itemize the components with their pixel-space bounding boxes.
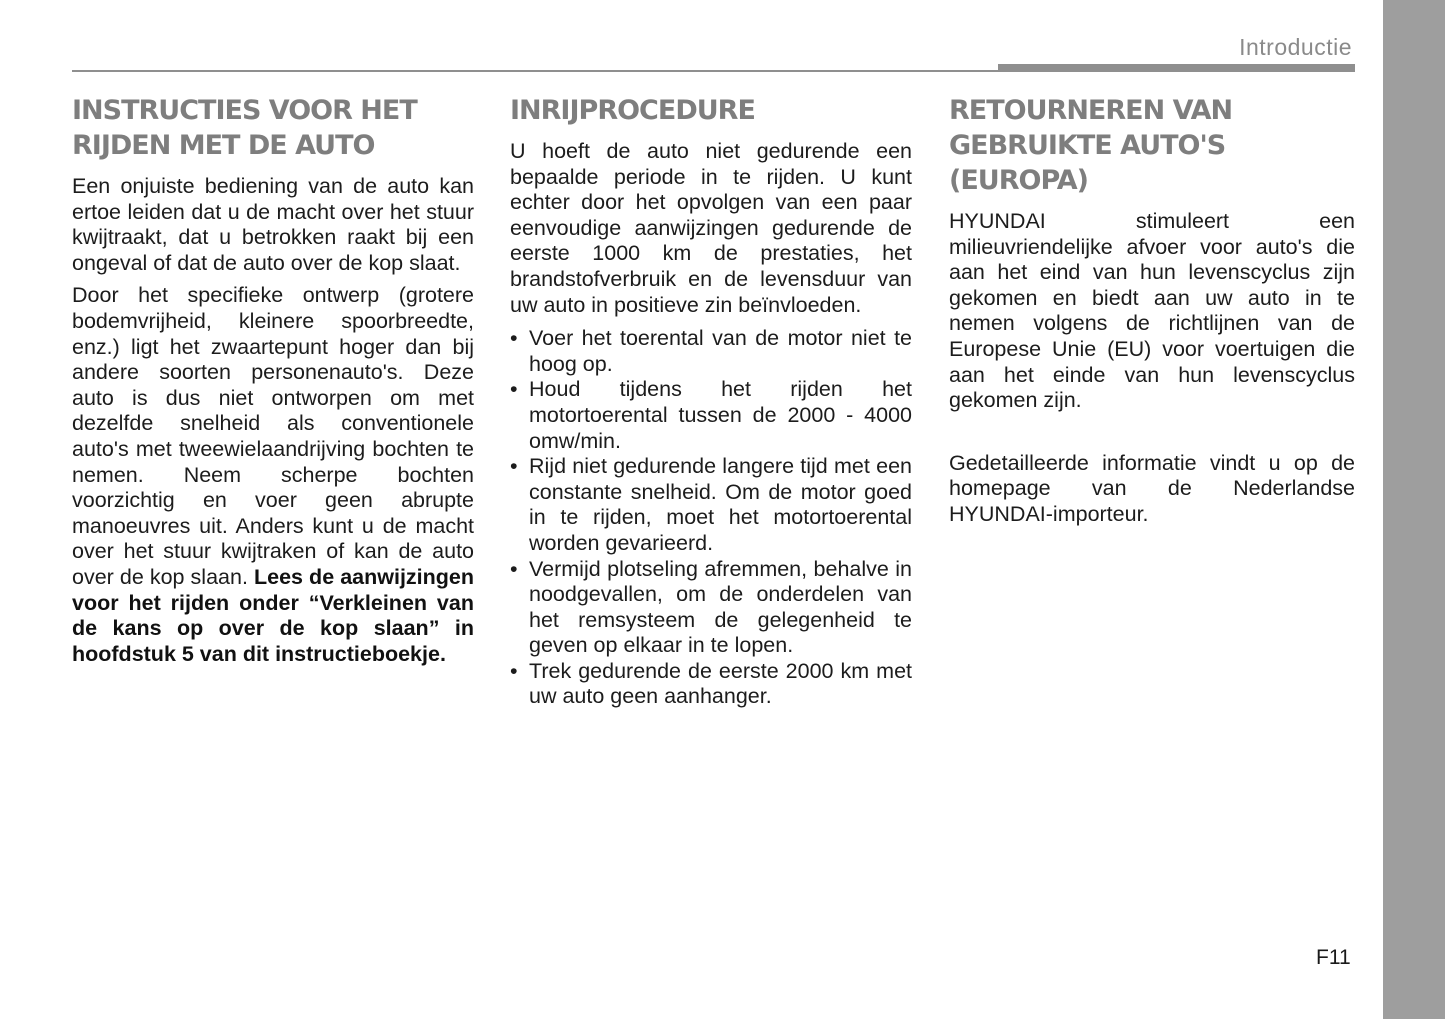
- list-item: [510, 557, 912, 659]
- paragraph: U hoeft de auto niet gedurende een bepaalde periode in te rijden. U kunt echter door het opvolgen van een paar eenvoudige aanwijzingen gedurende de eerste 1000 km de prestaties, het brandstofverbruik en de levensduur van uw auto in positieve zin beïnvloeden.: [510, 139, 912, 317]
- page-number: F11: [1316, 946, 1351, 969]
- bullet-list: [510, 326, 912, 710]
- header-rule: [72, 70, 998, 72]
- list-item-text: Voer het toerental van de motor niet te hoog op.: [529, 326, 912, 376]
- bullet-icon: •: [510, 454, 518, 479]
- side-tab-bar: [1383, 0, 1445, 1019]
- paragraph: Een onjuiste bediening van de auto kan ertoe leiden dat u de macht over het stuur kwijtraakt, dat u betrokken raakt bij een ongeval of dat de auto over de kop slaat.: [72, 174, 474, 275]
- paragraph: [72, 283, 474, 667]
- list-item: [510, 454, 912, 556]
- heading-line: INSTRUCTIES VOOR HET: [72, 95, 417, 126]
- heading-driving-instructions: [72, 93, 474, 163]
- paragraph: Gedetailleerde informatie vindt u op de homepage van de Nederlandse HYUNDAI-importeur.: [949, 450, 1355, 526]
- bullet-icon: •: [510, 377, 518, 402]
- column-returning-used-cars: [949, 93, 1355, 535]
- heading-break-in-procedure: INRIJPROCEDURE: [510, 95, 755, 126]
- bullet-icon: •: [510, 326, 518, 351]
- paragraph-text: Door het specifieke ontwerp (grotere bodemvrijheid, kleinere spoorbreedte, enz.) ligt het zwaartepunt hoger dan bij andere soorten personenauto's. Deze auto is dus niet ontworpen om met dezelfde snelheid als conventionele auto's met tweewielaandrijving bochten te nemen. Neem scherpe bochten voorzichtig en voer geen abrupte manoeuvres uit. Anders kunt u de macht over het stuur kwijtraken of kan de auto over de kop slaan.: [72, 283, 474, 589]
- section-label: Introductie: [1239, 34, 1352, 60]
- list-item-text: Houd tijdens het rijden het motortoerental tussen de 2000 - 4000 omw/min.: [529, 377, 912, 453]
- column-driving-instructions: [72, 93, 474, 674]
- bullet-icon: •: [510, 556, 518, 581]
- list-item: [510, 659, 912, 710]
- heading-line: RIJDEN MET DE AUTO: [72, 130, 375, 161]
- heading-returning-used-cars: [949, 93, 1355, 198]
- list-item: [510, 377, 912, 454]
- list-item-text: Rijd niet gedurende langere tijd met een constante snelheid. Om de motor goed in te rijden, moet het motortoerental worden gevarieerd.: [529, 454, 912, 555]
- list-item-text: Vermijd plotseling afremmen, behalve in noodgevallen, om de onderdelen van het remsysteem de gelegenheid te geven op elkaar in te lopen.: [529, 556, 912, 658]
- list-item-text: Trek gedurende de eerste 2000 km met uw auto geen aanhanger.: [529, 658, 912, 709]
- bold-note: Lees de aanwijzingen voor het rijden onder “Verkleinen van de kans op over de kop slaan” in hoofdstuk 5 van dit instructieboekje.: [72, 564, 474, 666]
- heading-line: GEBRUIKTE AUTO'S (EUROPA): [949, 130, 1226, 196]
- paragraph: HYUNDAI stimuleert een milieuvriendelijke afvoer voor auto's die aan het eind van hun levenscyclus zijn gekomen en biedt aan uw auto in te nemen volgens de richtlijnen van de Europese Unie (EU) voor voertuigen die aan het einde van hun levenscyclus gekomen zijn.: [949, 209, 1355, 413]
- spacer: [949, 421, 1355, 451]
- column-break-in-procedure: [510, 93, 912, 710]
- bullet-icon: •: [510, 658, 518, 683]
- list-item: [510, 326, 912, 377]
- header-rule-accent: [998, 64, 1355, 72]
- heading-line: RETOURNEREN VAN: [949, 95, 1233, 126]
